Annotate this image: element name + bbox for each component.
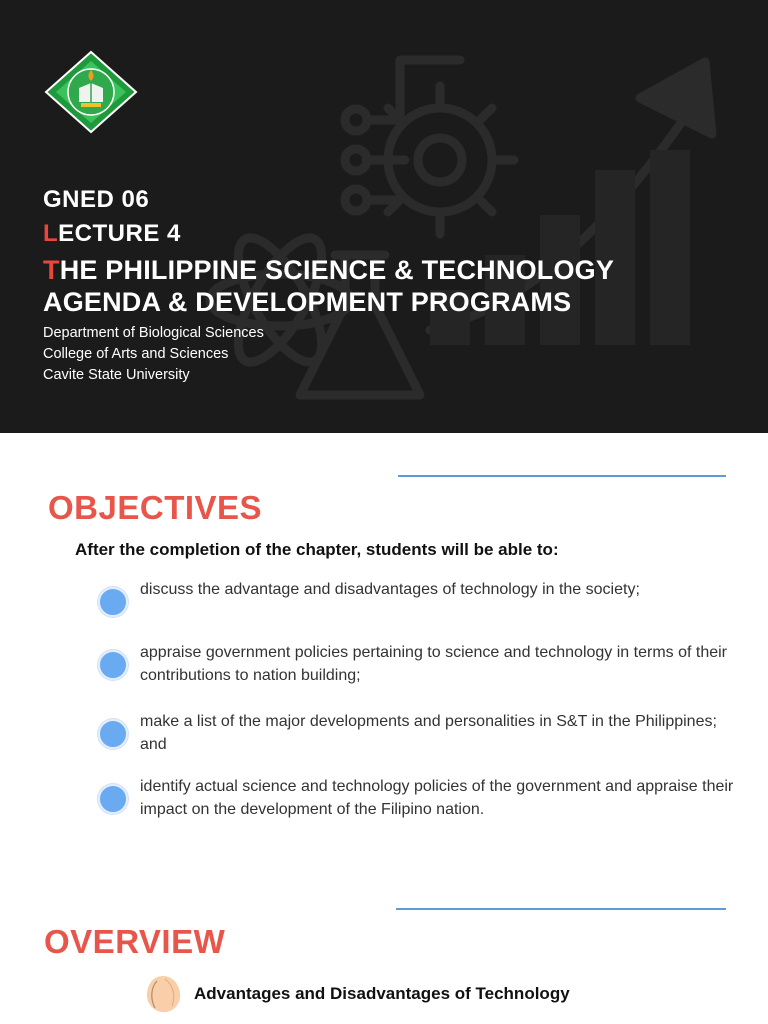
university-seal-icon bbox=[44, 50, 138, 134]
lecture-initial: L bbox=[43, 220, 59, 247]
objectives-intro: After the completion of the chapter, students will be able to: bbox=[75, 540, 559, 559]
college: College of Arts and Sciences bbox=[43, 346, 229, 362]
overview-slide bbox=[0, 878, 768, 1024]
title-line-2: AGENDA & DEVELOPMENT PROGRAMS bbox=[43, 287, 572, 317]
overview-heading: OVERVIEW bbox=[44, 923, 226, 960]
objective-text: discuss the advantage and disadvantages of technology in the society; bbox=[140, 581, 640, 598]
title-line-1-text: HE PHILIPPINE SCIENCE & TECHNOLOGY bbox=[59, 255, 615, 285]
peach-blob-icon bbox=[143, 973, 183, 1015]
objectives-slide bbox=[0, 433, 768, 878]
title-slide bbox=[0, 0, 768, 433]
bullet-circle-icon bbox=[98, 784, 128, 814]
bullet-circle-icon bbox=[98, 719, 128, 749]
overview-item: Advantages and Disadvantages of Technology bbox=[194, 984, 570, 1003]
bullet-circle-icon bbox=[98, 650, 128, 680]
lecture-title bbox=[43, 254, 614, 318]
department: Department of Biological Sciences bbox=[43, 325, 264, 341]
title-line-1 bbox=[43, 254, 614, 286]
objective-text: appraise government policies pertaining to science and technology in terms of their contributions to nation building; bbox=[140, 644, 727, 684]
university: Cavite State University bbox=[43, 367, 190, 383]
objective-text: make a list of the major developments and personalities in S&T in the Philippines; and bbox=[140, 713, 717, 753]
accent-divider bbox=[396, 908, 726, 910]
objectives-heading: OBJECTIVES bbox=[48, 489, 263, 526]
objective-text: identify actual science and technology policies of the government and appraise their impact on the development of the Filipino nation. bbox=[140, 778, 734, 818]
accent-divider bbox=[398, 475, 726, 477]
lecture-number bbox=[43, 220, 181, 248]
course-code: GNED 06 bbox=[43, 186, 150, 213]
affiliations bbox=[43, 323, 264, 386]
bullet-circle-icon bbox=[98, 587, 128, 617]
title-initial: T bbox=[43, 255, 60, 285]
lecture-text: ECTURE 4 bbox=[58, 220, 181, 247]
